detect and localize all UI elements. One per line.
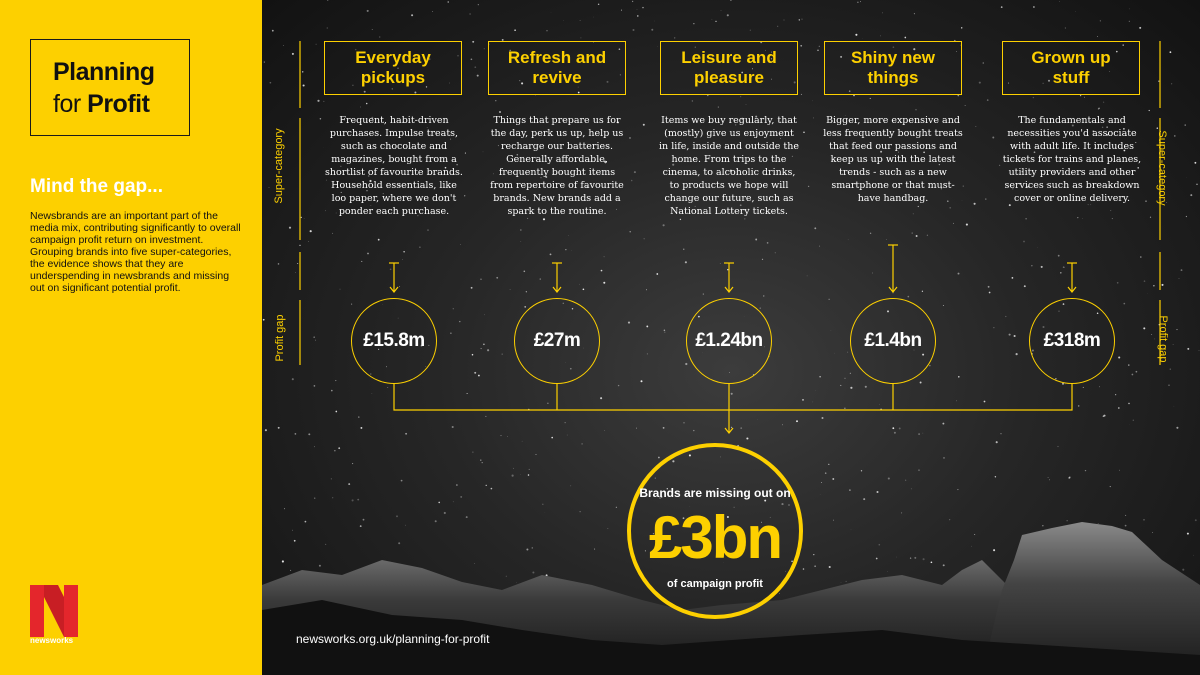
profit-gap-circle-grown-up-stuff <box>1029 298 1115 384</box>
title-box <box>30 39 190 136</box>
category-title-shiny-new-things: Shiny new things <box>824 41 962 95</box>
total-top-text: Brands are missing out on <box>639 486 791 500</box>
category-description-leisure-pleasure: Items we buy regularly, that (mostly) give us enjoyment in life, inside and outside the home. From trips to the cinema, to alcoholic drinks, to products we hope will change our future, such as National Lottery tickets. <box>659 115 799 217</box>
total-value: £3bn <box>648 504 782 571</box>
title-prefix: for <box>53 90 81 118</box>
title-line2 <box>53 90 149 119</box>
profit-gap-value: £1.4bn <box>864 330 922 351</box>
category-description-shiny-new-things: Bigger, more expensive and less frequently bought treats that feed our passions and keep us up with the latest trends - such as a new smartphone or that must-have handbag. <box>823 115 963 204</box>
profit-gap-value: £1.24bn <box>695 330 763 351</box>
category-title-leisure-pleasure: Leisure and pleasure <box>660 41 798 95</box>
profit-gap-circle-everyday-pickups <box>351 298 437 384</box>
intro-text: Newsbrands are an important part of the media mix, contributing significantly to overall campaign profit return on investment. Grouping brands into five super-categories, the evidence shows that they are underspending in newsbrands and missing out on significant potential profit. <box>30 210 241 294</box>
category-description-grown-up-stuff: The fundamentals and necessities you'd associate with adult life. It includes tickets for trains and planes, utility providers and other services such as breakdown cover or online delivery. <box>1002 115 1142 204</box>
super-category-label-left: Super-category <box>273 128 285 204</box>
total-bottom-text: of campaign profit <box>667 578 763 590</box>
title-bold: Profit <box>87 90 150 118</box>
category-title-grown-up-stuff: Grown up stuff <box>1002 41 1140 95</box>
title-line1: Planning <box>53 58 155 86</box>
profit-gap-circle-shiny-new-things <box>850 298 936 384</box>
category-description-everyday-pickups: Frequent, habit-driven purchases. Impulse treats, such as chocolate and magazines, bought from a shortlist of favourite brands. Household essentials, like loo paper, where we don't ponder each purchase. <box>325 115 463 217</box>
profit-gap-circle-leisure-pleasure <box>686 298 772 384</box>
category-title-refresh-revive: Refresh and revive <box>488 41 626 95</box>
logo-text: newsworks <box>30 636 74 645</box>
profit-gap-value: £318m <box>1043 330 1101 351</box>
footer-url[interactable]: newsworks.org.uk/planning-for-profit <box>296 632 490 646</box>
profit-gap-label-left: Profit gap <box>274 314 286 362</box>
left-panel <box>0 0 262 675</box>
category-title-everyday-pickups: Everyday pickups <box>324 41 462 95</box>
profit-gap-label-right: Profit gap <box>1157 315 1169 363</box>
profit-gap-value: £15.8m <box>363 330 425 351</box>
category-description-refresh-revive: Things that prepare us for the day, perk us up, help us recharge our batteries. Generally affordable, frequently bought items from repertoire of favourite brands. New brands add a spark to the routine. <box>490 115 624 217</box>
profit-gap-value: £27m <box>533 330 581 351</box>
total-profit-circle <box>627 443 803 619</box>
super-category-label-right: Super-category <box>1156 130 1168 206</box>
section-heading: Mind the gap... <box>30 176 163 197</box>
profit-gap-circle-refresh-revive <box>514 298 600 384</box>
